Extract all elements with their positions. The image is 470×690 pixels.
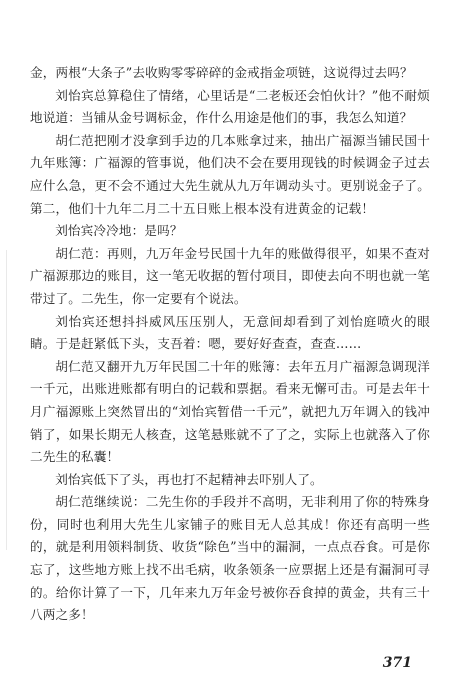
paragraph: 刘怡宾低下了头，再也打不起精神去吓别人了。: [55, 471, 323, 487]
paragraph: 胡仁范继续说：二先生你的手段并不高明，无非利用了你的特殊身份，同时也利用大先生儿家铺子的账目无人总其成！你还有高明一些的，就是利用领料制货、收货“除色”当中的漏洞，一点点吞食。可是你忘了，这些地方账上找不出毛病，收条领条一应票据上还是有漏洞可寻的。给你计算了一下，几年来九万年金号被你吞食掉的黄金，共有三十八两之多！: [30, 494, 430, 623]
paragraph: 胡仁范又翻开九万年民国二十年的账簿：去年五月广福源急调现洋一千元，出账进账都有明白的记载和票据。看来无懈可击。可是去年十月广福源账上突然冒出的“刘怡宾暂借一千元”，就把九万年调入的钱冲销了，如果长期无人核查，这笔悬账就不了了之，实际上也就落入了你二先生的私囊！: [30, 358, 430, 465]
book-page-text: [30, 62, 430, 627]
paragraph: 胡仁范把刚才没拿到手边的几本账拿过来，抽出广福源当铺民国十九年账簿：广福源的管事说，他们决不会在要用现钱的时候调金子过去应什么急，更不会不通过大先生就从九万年调动头寸。更别说金子了。第二，他们十九年二月二十五日账上根本没有进黄金的记载！: [30, 132, 430, 216]
paragraph: 刘怡宾总算稳住了情绪，心里话是“二老板还会怕伙计？”他不耐烦地说道：当铺从金号调标金，作什么用途是他们的事，我怎么知道？: [30, 87, 430, 126]
paragraph: 刘怡宾冷冷地：是吗？: [55, 223, 183, 239]
paragraph-continuation: 金，两根“大条子”去收购零零碎碎的金戒指金项链，这说得过去吗？: [30, 65, 413, 80]
paragraph: 胡仁范：再则，九万年金号民国十九年的账做得很平，如果不查对广福源那边的账目，这一笔无收据的暂付项目，即使去向不明也就一笔带过了。二先生，你一定要有个说法。: [30, 245, 430, 306]
page-number: 371: [382, 655, 412, 671]
paragraph: 刘怡宾还想抖抖威风压压别人，无意间却看到了刘怡庭喷火的眼睛。于是赶紧低下头，支吾着：嗯，要好好查查，查查……: [30, 313, 430, 352]
scan-margin-shadow: [6, 250, 7, 550]
